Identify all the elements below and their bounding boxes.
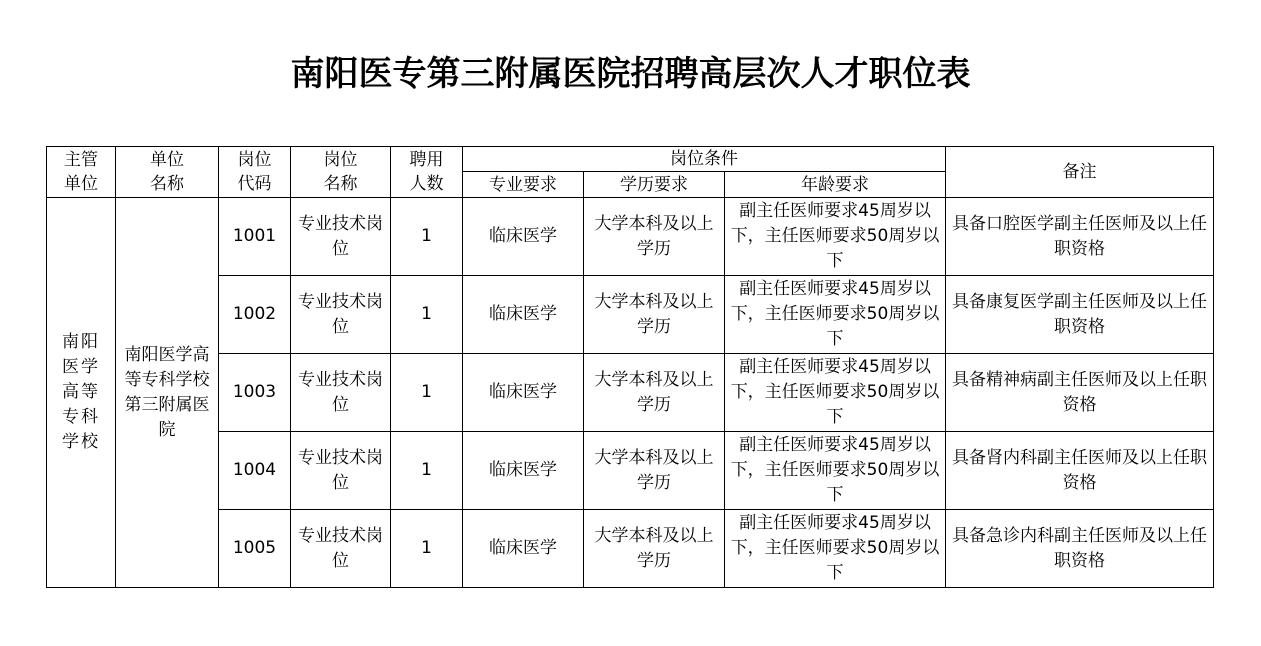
header-supervisor: 主管 单位 (47, 147, 116, 198)
remark-cell: 具备肾内科副主任医师及以上任职资格 (946, 432, 1214, 510)
position-name-cell: 专业技术岗位 (291, 432, 391, 510)
hire-count-cell: 1 (391, 354, 463, 432)
age-cell: 副主任医师要求45周岁以下，主任医师要求50周岁以下 (725, 432, 946, 510)
table-row (47, 276, 1214, 354)
position-code-cell: 1003 (219, 354, 291, 432)
age-cell: 副主任医师要求45周岁以下，主任医师要求50周岁以下 (725, 198, 946, 276)
education-cell: 大学本科及以上学历 (584, 510, 725, 588)
major-cell: 临床医学 (463, 510, 584, 588)
position-code-cell: 1005 (219, 510, 291, 588)
education-cell: 大学本科及以上学历 (584, 354, 725, 432)
header-position-name: 岗位 名称 (291, 147, 391, 198)
header-major: 专业要求 (463, 172, 584, 198)
supervisor-cell: 南阳医学高等专科学校 (47, 198, 116, 588)
position-name-cell: 专业技术岗位 (291, 354, 391, 432)
header-remarks: 备注 (946, 147, 1214, 198)
position-name-cell: 专业技术岗位 (291, 510, 391, 588)
education-cell: 大学本科及以上学历 (584, 198, 725, 276)
header-education: 学历要求 (584, 172, 725, 198)
remark-cell: 具备急诊内科副主任医师及以上任职资格 (946, 510, 1214, 588)
hire-count-cell: 1 (391, 276, 463, 354)
header-hire-count: 聘用 人数 (391, 147, 463, 198)
major-cell: 临床医学 (463, 354, 584, 432)
education-cell: 大学本科及以上学历 (584, 276, 725, 354)
table-row (47, 432, 1214, 510)
position-code-cell: 1004 (219, 432, 291, 510)
table-row (47, 198, 1214, 276)
document-title: 南阳医专第三附属医院招聘高层次人才职位表 (290, 54, 971, 94)
unit-name-cell: 南阳医学高等专科学校第三附属医院 (116, 198, 219, 588)
header-conditions-group: 岗位条件 (463, 147, 946, 172)
remark-cell: 具备精神病副主任医师及以上任职资格 (946, 354, 1214, 432)
position-name-cell: 专业技术岗位 (291, 276, 391, 354)
position-name-cell: 专业技术岗位 (291, 198, 391, 276)
header-unit-name: 单位 名称 (116, 147, 219, 198)
header-row-1 (47, 147, 1214, 172)
remark-cell: 具备康复医学副主任医师及以上任职资格 (946, 276, 1214, 354)
header-age: 年龄要求 (725, 172, 946, 198)
education-cell: 大学本科及以上学历 (584, 432, 725, 510)
position-code-cell: 1002 (219, 276, 291, 354)
age-cell: 副主任医师要求45周岁以下，主任医师要求50周岁以下 (725, 510, 946, 588)
hire-count-cell: 1 (391, 198, 463, 276)
positions-table (46, 146, 1214, 588)
major-cell: 临床医学 (463, 276, 584, 354)
table-row (47, 354, 1214, 432)
major-cell: 临床医学 (463, 432, 584, 510)
age-cell: 副主任医师要求45周岁以下，主任医师要求50周岁以下 (725, 276, 946, 354)
table-row (47, 510, 1214, 588)
age-cell: 副主任医师要求45周岁以下，主任医师要求50周岁以下 (725, 354, 946, 432)
position-code-cell: 1001 (219, 198, 291, 276)
hire-count-cell: 1 (391, 432, 463, 510)
major-cell: 临床医学 (463, 198, 584, 276)
hire-count-cell: 1 (391, 510, 463, 588)
header-position-code: 岗位 代码 (219, 147, 291, 198)
remark-cell: 具备口腔医学副主任医师及以上任职资格 (946, 198, 1214, 276)
